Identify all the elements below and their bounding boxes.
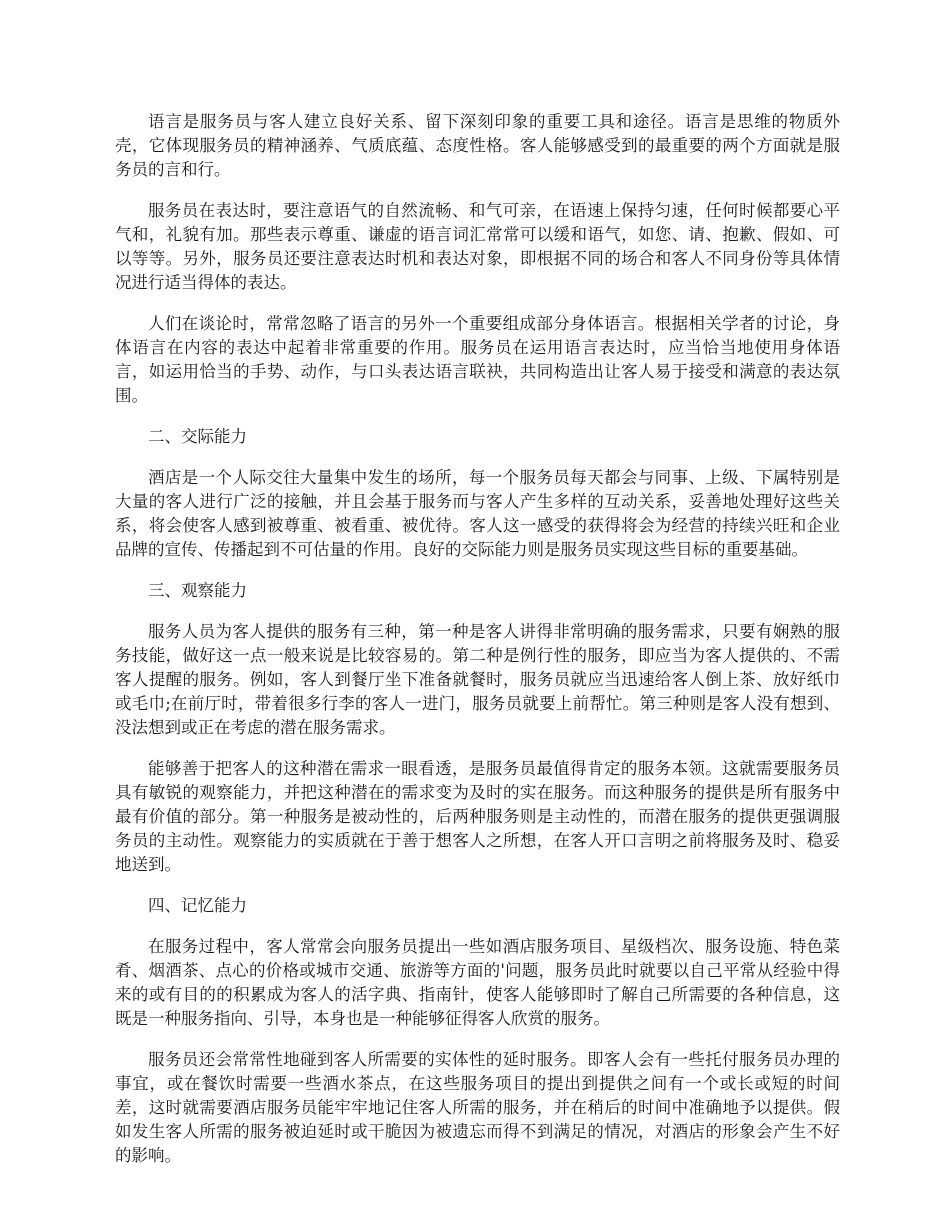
- paragraph: 服务人员为客人提供的服务有三种，第一种是客人讲得非常明确的服务需求，只要有娴熟的服务技能，做好这一点一般来说是比较容易的。第二种是例行性的服务，即应当为客人提供的、不需客人提醒的服务。例如，客人到餐厅坐下准备就餐时，服务员就应当迅速给客人倒上茶、放好纸巾或毛巾;在前厅时，带着很多行李的客人一进门，服务员就要上前帮忙。第三种则是客人没有想到、没法想到或正在考虑的潜在服务需求。: [115, 622, 840, 737]
- paragraph: 在服务过程中，客人常常会向服务员提出一些如酒店服务项目、星级档次、服务设施、特色菜肴、烟酒茶、点心的价格或城市交通、旅游等方面的'问题，服务员此时就要以自己平常从经验中得来的或有目的的积累成为客人的活字典、指南针，使客人能够即时了解自己所需要的各种信息，这既是一种服务指向、引导，本身也是一种能够征得客人欣赏的服务。: [115, 937, 840, 1028]
- paragraph: 语言是服务员与客人建立良好关系、留下深刻印象的重要工具和途径。语言是思维的物质外壳，它体现服务员的精神涵养、气质底蕴、态度性格。客人能够感受到的最重要的两个方面就是服务员的言和行。: [115, 112, 840, 179]
- section-heading: 三、观察能力: [148, 581, 247, 600]
- document-body: [115, 110, 840, 1185]
- section-heading: 四、记忆能力: [148, 896, 247, 915]
- paragraph: 人们在谈论时，常常忽略了语言的另外一个重要组成部分身体语言。根据相关学者的讨论，身体语言在内容的表达中起着非常重要的作用。服务员在运用语言表达时，应当恰当地使用身体语言，如运用恰当的手势、动作，与口头表达语言联袂，共同构造出让客人易于接受和满意的表达氛围。: [115, 314, 840, 405]
- paragraph: 能够善于把客人的这种潜在需求一眼看透，是服务员最值得肯定的服务本领。这就需要服务员具有敏锐的观察能力，并把这种潜在的需求变为及时的实在服务。而这种服务的提供是所有服务中最有价值的部分。第一种服务是被动性的，后两种服务则是主动性的，而潜在服务的提供更强调服务员的主动性。观察能力的实质就在于善于想客人之所想，在客人开口言明之前将服务及时、稳妥地送到。: [115, 759, 840, 874]
- paragraph: 服务员还会常常性地碰到客人所需要的实体性的延时服务。即客人会有一些托付服务员办理的事宜，或在餐饮时需要一些酒水茶点，在这些服务项目的提出到提供之间有一个或长或短的时间差，这时就需要酒店服务员能牢牢地记住客人所需的服务，并在稍后的时间中准确地予以提供。假如发生客人所需的服务被迫延时或干脆因为被遗忘而得不到满足的情况，对酒店的形象会产生不好的影响。: [115, 1050, 840, 1165]
- section-heading: 二、交际能力: [148, 427, 247, 446]
- paragraph: 酒店是一个人际交往大量集中发生的场所，每一个服务员每天都会与同事、上级、下属特别是大量的客人进行广泛的接触，并且会基于服务而与客人产生多样的互动关系，妥善地处理好这些关系，将会使客人感到被尊重、被看重、被优待。客人这一感受的获得将会为经营的持续兴旺和企业品牌的宣传、传播起到不可估量的作用。良好的交际能力则是服务员实现这些目标的重要基础。: [115, 468, 840, 559]
- paragraph: 服务员在表达时，要注意语气的自然流畅、和气可亲，在语速上保持匀速，任何时候都要心平气和，礼貌有加。那些表示尊重、谦虚的语言词汇常常可以缓和语气，如您、请、抱歉、假如、可以等等。另外，服务员还要注意表达时机和表达对象，即根据不同的场合和客人不同身份等具体情况进行适当得体的表达。: [115, 201, 840, 292]
